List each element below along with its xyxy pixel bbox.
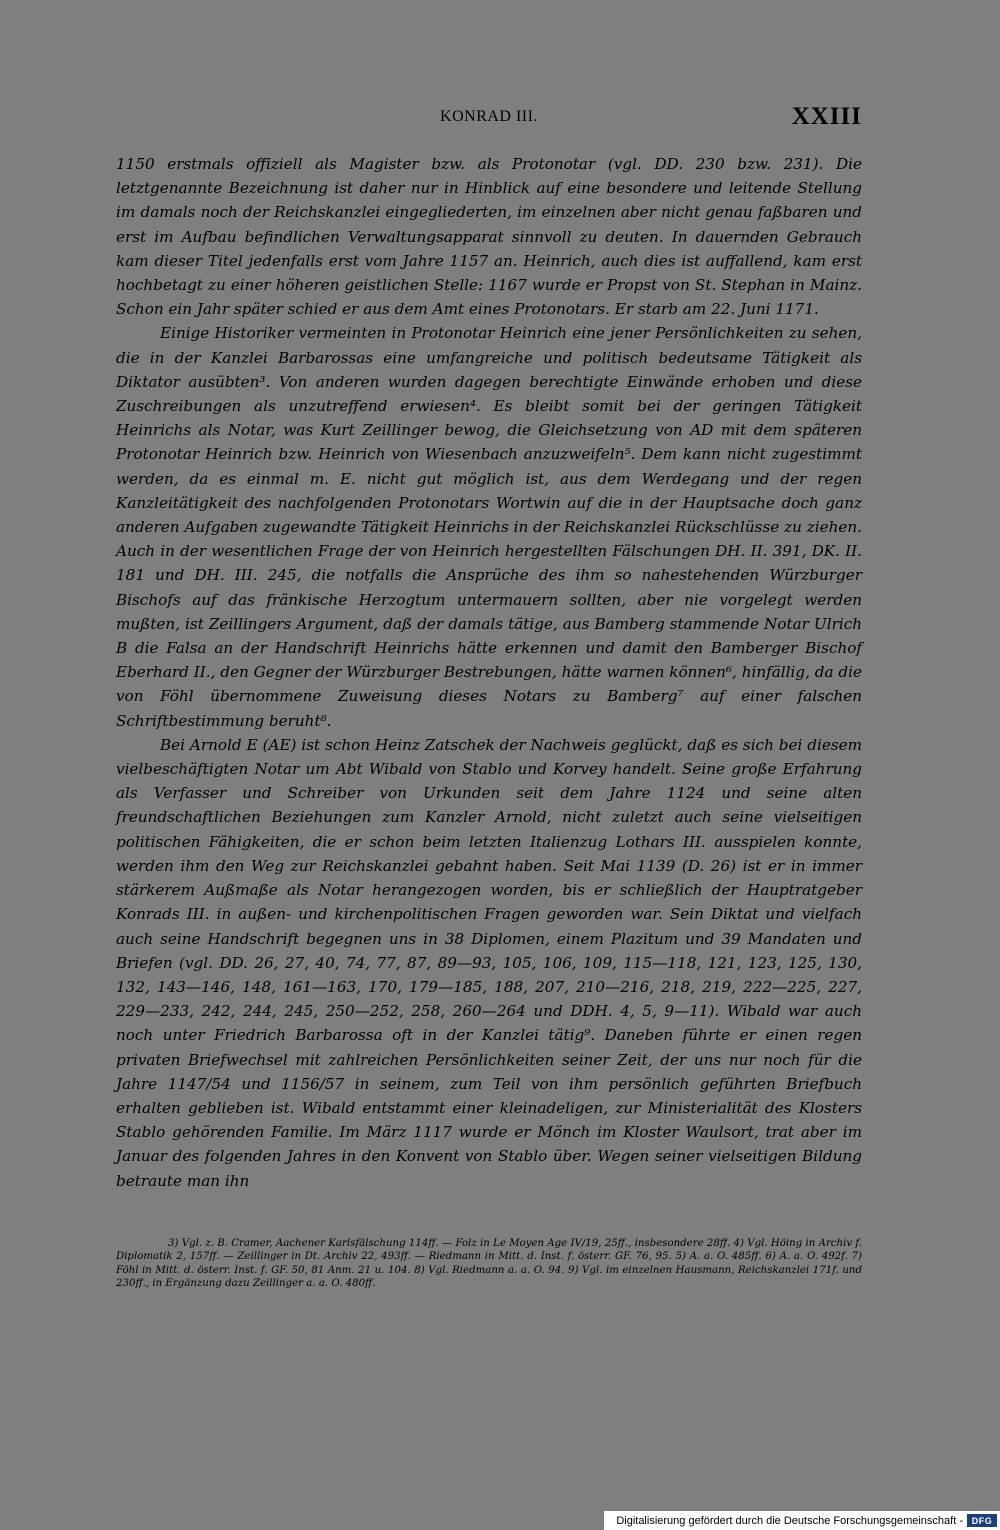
running-title: KONRAD III. xyxy=(440,108,538,125)
paragraph: Bei Arnold E (AE) ist schon Heinz Zatschek der Nachweis geglückt, daß es sich bei diesem vielbeschäftigten Notar um Abt Wibald von Stablo und Korvey handelt. Seine große Erfahrung als Verfasser und Schreiber von Urkunden seit dem Jahre 1124 und seine alten freundschaftlichen Beziehungen zum Kanzler Arnold, nicht zuletzt auch seine vielseitigen politischen Fähigkeiten, die er schon beim letzten Italienzug Lothars III. ausspielen konnte, werden ihm den Weg zur Reichskanzlei gebahnt haben. Seit Mai 1139 (D. 26) ist er in immer stärkerem Außmaße als Notar herangezogen worden, bis er schließlich der Hauptratgeber Konrads III. in außen- und kirchenpolitischen Fragen geworden war. Sein Diktat und vielfach auch seine Handschrift begegnen uns in 38 Diplomen, einem Plazitum und 39 Mandaten und Briefen (vgl. DD. 26, 27, 40, 74, 77, 87, 89—93, 105, 106, 109, 115—118, 121, 123, 125, 130, 132, 143—146, 148, 161—163, 170, 179—185, 188, 207, 210—216, 218, 219, 222—225, 227, 229—233, 242, 244, 245, 250—252, 258, 260—264 und DDH. 4, 5, 9—11). Wibald war auch noch unter Friedrich Barbarossa oft in der Kanzlei tätig⁹. Daneben führte er einen regen privaten Briefwechsel mit zahlreichen Persönlichkeiten seiner Zeit, der uns nur noch für die Jahre 1147/54 und 1156/57 in seinem, zum Teil von ihm persönlich geführten Briefbuch erhalten geblieben ist. Wibald entstammt einer kleinadeligen, zur Ministerialität des Klosters Stablo gehörenden Familie. Im März 1117 wurde er Mönch im Kloster Waulsort, trat aber im Januar des folgenden Jahres in den Konvent von Stablo über. Wegen seiner vielseitigen Bildung betraute man ihn xyxy=(116,735,862,1190)
paragraph-continued: 1150 erstmals offiziell als Magister bzw. als Protonotar (vgl. DD. 230 bzw. 231). Die letztgenannte Bezeichnung ist daher nur in Hinblick auf eine besondere und leitende Stellung im damals noch der Reichskanzlei eingegliederten, im einzelnen aber nicht genau faßbaren und erst im Aufbau befindlichen Verwaltungsapparat sinnvoll zu deuten. In dauernden Gebrauch kam dieser Titel jedenfalls erst vom Jahre 1157 an. Heinrich, auch dies ist auffallend, kam erst hochbetagt zu einer höheren geistlichen Stelle: 1167 wurde er Propst von St. Stephan in Mainz. Schon ein Jahr später schied er aus dem Amt eines Protonotars. Er starb am 22. Juni 1171. xyxy=(116,155,862,319)
footnote-text: 3) Vgl. z. B. Cramer, Aachener Karlsfälschung 114ff. — Folz in Le Moyen Age IV/19, 25ff., insbesondere 28ff. 4) Vgl. Höing in Archiv f. Diplomatik 2, 157ff. — Zeillinger in Dt. Archiv 22, 493ff. — Riedmann in Mitt. d. Inst. f. österr. GF. 76, 95. 5) A. a. O. 485ff. 6) A. a. O. 492f. 7) Föhl in Mitt. d. österr. Inst. f. GF. 50, 81 Anm. 21 u. 104. 8) Vgl. Riedmann a. a. O. 94. 9) Vgl. im einzelnen Hausmann, Reichskanzlei 171f. und 230ff., in Ergänzung dazu Zeillinger a. a. O. 480ff. xyxy=(116,1238,862,1289)
page-number: XXIII xyxy=(791,103,862,130)
funding-credit-text: Digitalisierung gefördert durch die Deutsche Forschungsgemeinschaft - xyxy=(616,1514,963,1527)
running-head xyxy=(116,100,862,140)
body-text xyxy=(116,152,862,1193)
dfg-logo: DFG xyxy=(967,1514,997,1527)
funding-credit-bar xyxy=(604,1511,1000,1530)
footnotes xyxy=(116,1237,862,1290)
paragraph: Einige Historiker vermeinten in Protonotar Heinrich eine jener Persönlichkeiten zu sehen, die in der Kanzlei Barbarossas eine umfangreiche und politisch bedeutsame Tätigkeit als Diktator ausübten³. Von anderen wurden dagegen berechtigte Einwände erhoben und diese Zuschreibungen als unzutreffend erwiesen⁴. Es bleibt somit bei der geringen Tätigkeit Heinrichs als Notar, was Kurt Zeillinger bewog, die Gleichsetzung von AD mit dem späteren Protonotar Heinrich bzw. Heinrich von Wiesenbach anzuzweifeln⁵. Dem kann nicht zugestimmt werden, da es einmal m. E. nicht gut möglich ist, aus dem Werdegang und der regen Kanzleitätigkeit des nachfolgenden Protonotars Wortwin auf die in der Hauptsache doch ganz anderen Aufgaben zugewandte Tätigkeit Heinrichs in der Reichskanzlei Rückschlüsse zu ziehen. Auch in der wesentlichen Frage der von Heinrich hergestellten Fälschungen DH. II. 391, DK. II. 181 und DH. III. 245, die notfalls die Ansprüche des ihm so nahestehenden Würzburger Bischofs auf das fränkische Herzogtum untermauern sollten, aber nie vorgelegt werden mußten, ist Zeillingers Argument, daß der damals tätige, aus Bamberg stammende Notar Ulrich B die Falsa an der Handschrift Heinrichs hätte erkennen und damit den Bamberger Bischof Eberhard II., den Gegner der Würzburger Bestrebungen, hätte warnen können⁶, hinfällig, da die von Föhl übernommene Zuweisung dieses Notars zu Bamberg⁷ auf einer falschen Schriftbestimmung beruht⁸. xyxy=(116,324,862,730)
